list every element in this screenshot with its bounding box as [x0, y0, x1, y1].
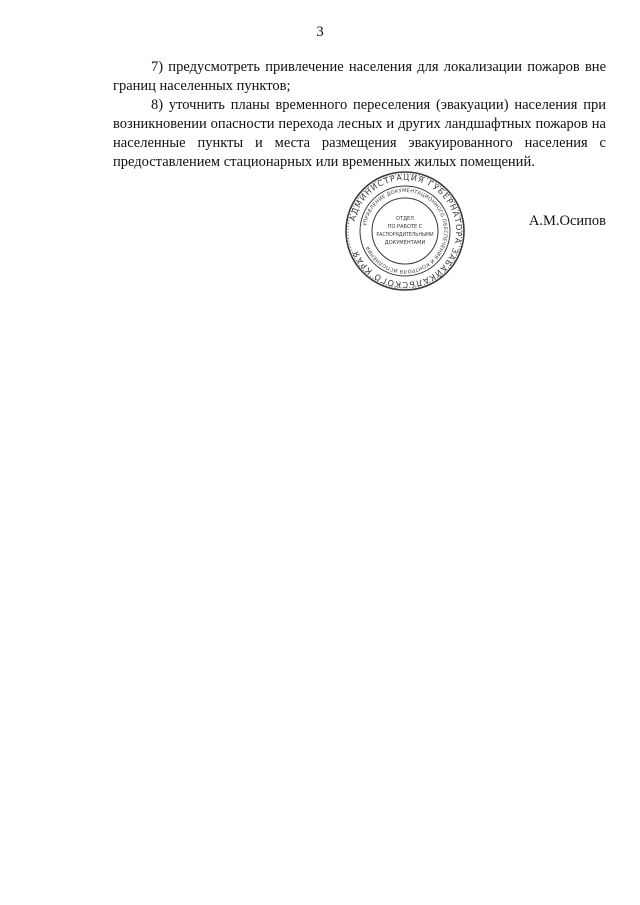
stamp-outer-ring-text: АДМИНИСТРАЦИЯ ГУБЕРНАТОРА ЗАБАЙКАЛЬСКОГО КРАЯ	[348, 172, 464, 290]
stamp-inner-ring-text: УПРАВЛЕНИЕ ДОКУМЕНТАЦИОННОГО ОБЕСПЕЧЕНИЯ И КОНТРОЛЯ ИСПОЛНЕНИЯ	[362, 187, 449, 275]
stamp-center-line-2: ПО РАБОТЕ С	[387, 224, 423, 230]
stamp-seal-icon	[344, 170, 466, 292]
paragraph-item-8: 8) уточнить планы временного переселения (эвакуации) населения при возникновении опасности перехода лесных и других ландшафтных пожаров на населенные пункты и места размещения эвакуированного населения с предоставлением стационарных или временных жилых помещений.	[113, 97, 606, 170]
signature-name: А.М.Осипов	[528, 213, 606, 229]
body-text	[113, 58, 606, 172]
stamp-middle-border	[360, 186, 450, 276]
stamp-center-line-1: ОТДЕЛ	[396, 216, 414, 222]
page-number: 3	[316, 24, 324, 40]
stamp-inner-border	[372, 198, 438, 264]
official-stamp	[344, 170, 466, 292]
paragraph-item-7: 7) предусмотреть привлечение населения для локализации пожаров вне границ населенных пунктов;	[113, 59, 606, 94]
stamp-center-line-4: ДОКУМЕНТАМИ	[384, 240, 426, 246]
stamp-center-line-3: РАСПОРЯДИТЕЛЬНЫМИ	[376, 232, 434, 238]
